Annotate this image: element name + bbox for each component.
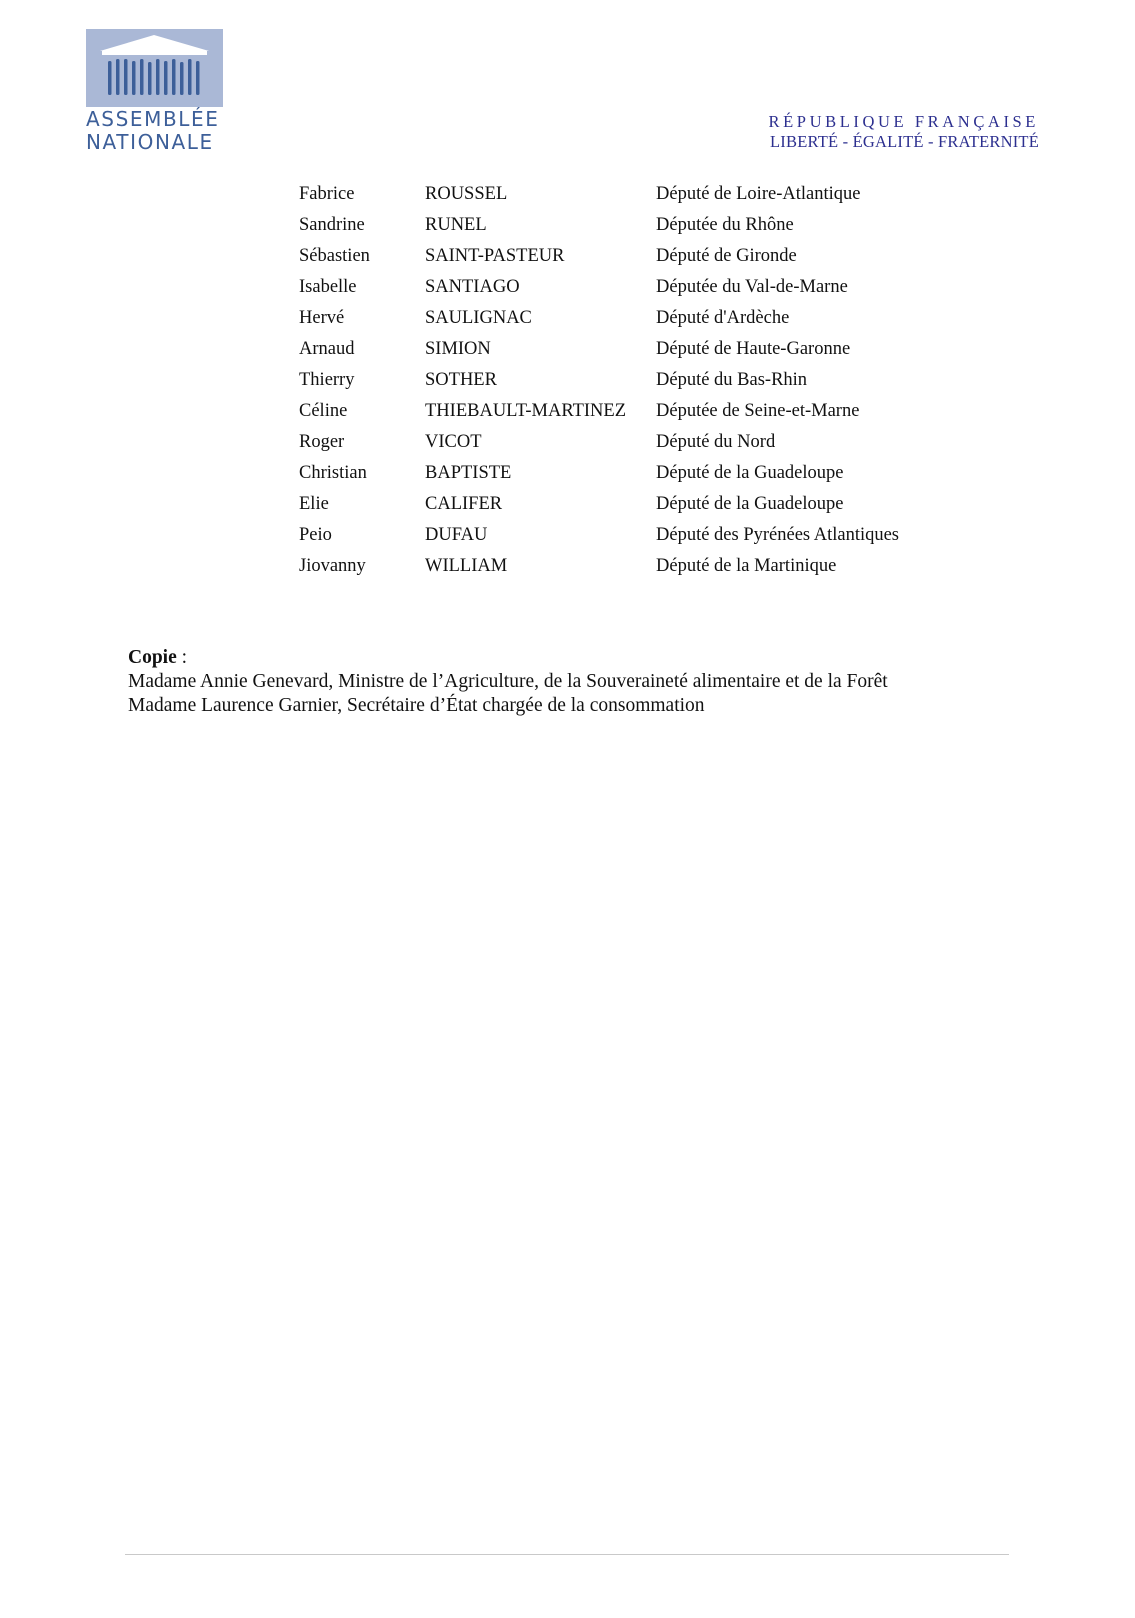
signatory-first-name: Peio: [299, 525, 332, 545]
signatory-last-name: CALIFER: [425, 494, 503, 514]
signatory-row: [299, 210, 936, 241]
signatory-role: Députée du Val-de-Marne: [656, 277, 848, 297]
copy-recipient: Madame Annie Genevard, Ministre de l’Agriculture, de la Souveraineté alimentaire et de la Forêt: [128, 671, 888, 692]
footer-divider: [125, 1554, 1009, 1555]
signatory-role: Députée du Rhône: [656, 215, 794, 235]
signatory-row: [299, 179, 936, 210]
signatory-first-name: Sandrine: [299, 215, 365, 235]
signatory-last-name: VICOT: [425, 432, 482, 452]
copy-heading-line: [128, 646, 888, 670]
signatory-first-name: Isabelle: [299, 277, 357, 297]
signatory-first-name: Hervé: [299, 308, 345, 328]
assemblee-nationale-emblem-icon: [86, 29, 223, 107]
copy-separator: :: [176, 647, 188, 668]
assemblee-nationale-logo: [86, 29, 232, 153]
signatory-role: Député de Gironde: [656, 246, 797, 266]
signatory-role: Député d'Ardèche: [656, 308, 790, 328]
signatory-role: Député du Nord: [656, 432, 776, 452]
signatories-list: [299, 179, 936, 582]
signatory-row: [299, 458, 936, 489]
national-motto: LIBERTÉ - ÉGALITÉ - FRATERNITÉ: [770, 132, 1039, 151]
signatory-row: [299, 427, 936, 458]
signatory-last-name: BAPTISTE: [425, 463, 512, 483]
signatory-first-name: Elie: [299, 494, 329, 514]
signatory-first-name: Céline: [299, 401, 348, 421]
signatory-first-name: Fabrice: [299, 184, 355, 204]
signatory-last-name: SAINT-PASTEUR: [425, 246, 565, 266]
signatory-first-name: Sébastien: [299, 246, 370, 266]
logo-line-1: ASSEMBLÉE: [86, 107, 220, 131]
signatory-last-name: SIMION: [425, 339, 491, 359]
signatory-first-name: Roger: [299, 432, 345, 452]
republique-francaise: RÉPUBLIQUE FRANÇAISE: [768, 112, 1039, 131]
signatory-row: [299, 520, 936, 551]
signatory-row: [299, 489, 936, 520]
signatory-role: Député du Bas-Rhin: [656, 370, 808, 390]
signatory-row: [299, 334, 936, 365]
signatory-row: [299, 303, 936, 334]
signatory-row: [299, 551, 936, 582]
signatory-row: [299, 365, 936, 396]
signatory-row: [299, 272, 936, 303]
copy-block: [128, 646, 888, 718]
copy-heading: Copie: [128, 647, 177, 668]
republic-heading: [769, 112, 1039, 152]
signatory-first-name: Christian: [299, 463, 367, 483]
copy-recipient: Madame Laurence Garnier, Secrétaire d’État chargée de la consommation: [128, 695, 705, 716]
signatory-last-name: WILLIAM: [425, 556, 508, 576]
signatory-row: [299, 241, 936, 272]
signatory-role: Député de Haute-Garonne: [656, 339, 851, 359]
logo-line-2: NATIONALE: [86, 130, 214, 154]
signatory-last-name: DUFAU: [425, 525, 488, 545]
signatory-last-name: SANTIAGO: [425, 277, 520, 297]
signatory-last-name: THIEBAULT-MARTINEZ: [425, 401, 627, 421]
signatories-table: [299, 179, 936, 582]
signatory-last-name: ROUSSEL: [425, 184, 508, 204]
signatory-role: Députée de Seine-et-Marne: [656, 401, 860, 421]
signatory-role: Député des Pyrénées Atlantiques: [656, 525, 900, 545]
signatory-row: [299, 396, 936, 427]
signatory-role: Député de Loire-Atlantique: [656, 184, 861, 204]
signatory-first-name: Arnaud: [299, 339, 355, 359]
signatory-last-name: SOTHER: [425, 370, 497, 390]
signatory-first-name: Jiovanny: [299, 556, 366, 576]
signatory-last-name: SAULIGNAC: [425, 308, 532, 328]
signatory-first-name: Thierry: [299, 370, 355, 390]
signatory-last-name: RUNEL: [425, 215, 487, 235]
signatory-role: Député de la Guadeloupe: [656, 494, 844, 514]
signatory-role: Député de la Martinique: [656, 556, 837, 576]
signatory-role: Député de la Guadeloupe: [656, 463, 844, 483]
